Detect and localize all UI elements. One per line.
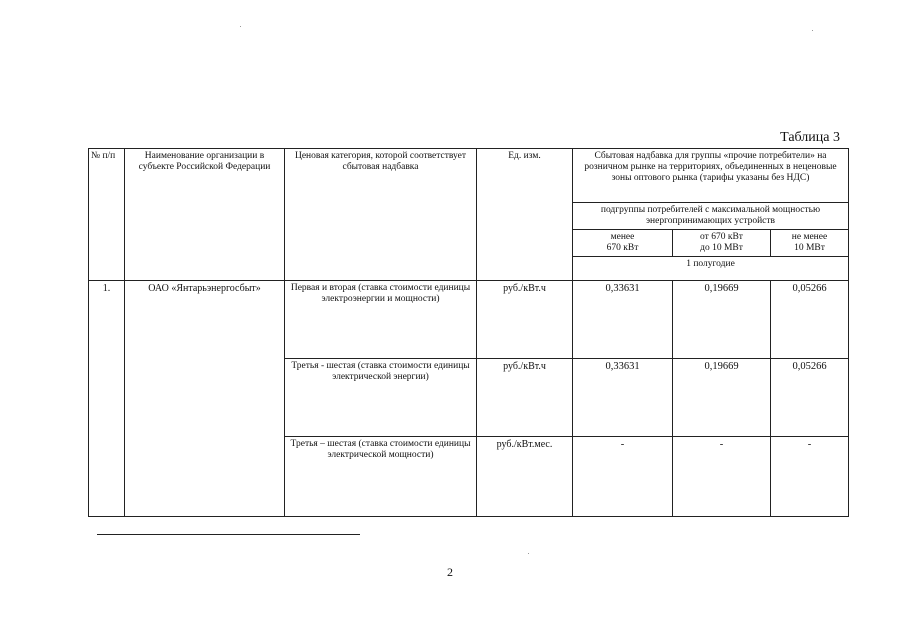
row-value-2-2: 0,19669 xyxy=(673,359,771,437)
table-row xyxy=(89,281,849,359)
header-subgroup-2-line1: от 670 кВт xyxy=(700,232,743,242)
header-period: 1 полугодие xyxy=(573,257,849,281)
row-value-2-3: 0,05266 xyxy=(771,359,849,437)
header-markup-group: Сбытовая надбавка для группы «прочие потребители» на розничном рынке на территориях, объединенных в неценовые зоны оптового рынка (тарифы указаны без НДС) xyxy=(573,149,849,203)
header-unit: Ед. изм. xyxy=(477,149,573,281)
row-value-1-3: 0,05266 xyxy=(771,281,849,359)
row-unit-2: руб./кВт.ч xyxy=(477,359,573,437)
header-num: № п/п xyxy=(89,149,125,281)
scan-speck xyxy=(528,553,529,554)
row-num: 1. xyxy=(89,281,125,517)
row-value-3-1: - xyxy=(573,437,673,517)
header-org: Наименование организации в субъекте Российской Федерации xyxy=(125,149,285,281)
row-category-2: Третья - шестая (ставка стоимости единицы электрической энергии) xyxy=(285,359,477,437)
header-subgroup-1-line1: менее xyxy=(610,232,635,242)
row-value-1-1: 0,33631 xyxy=(573,281,673,359)
row-category-3: Третья – шестая (ставка стоимости единицы электрической мощности) xyxy=(285,437,477,517)
row-unit-1: руб./кВт.ч xyxy=(477,281,573,359)
row-value-2-1: 0,33631 xyxy=(573,359,673,437)
header-subgroup-3-line1: не менее xyxy=(791,232,828,242)
footnote-rule xyxy=(97,534,360,535)
header-subgroup-3-line2: 10 МВт xyxy=(794,243,825,253)
header-subgroup-2 xyxy=(673,230,771,257)
page-number: 2 xyxy=(447,565,453,579)
header-subgroup-2-line2: до 10 МВт xyxy=(700,243,743,253)
row-value-3-2: - xyxy=(673,437,771,517)
row-value-1-2: 0,19669 xyxy=(673,281,771,359)
row-unit-3: руб./кВт.мес. xyxy=(477,437,573,517)
scan-speck xyxy=(812,30,813,31)
row-org: ОАО «Янтарьэнергосбыт» xyxy=(125,281,285,517)
table-label: Таблица 3 xyxy=(780,130,840,145)
header-subgroups: подгруппы потребителей с максимальной мощностью энергопринимающих устройств xyxy=(573,203,849,230)
row-category-1: Первая и вторая (ставка стоимости единицы электроэнергии и мощности) xyxy=(285,281,477,359)
tariff-table xyxy=(88,148,849,517)
row-value-3-3: - xyxy=(771,437,849,517)
header-category: Ценовая категория, которой соответствует сбытовая надбавка xyxy=(285,149,477,281)
header-subgroup-3 xyxy=(771,230,849,257)
scan-speck xyxy=(240,26,241,27)
header-subgroup-1-line2: 670 кВт xyxy=(606,243,639,253)
header-subgroup-1 xyxy=(573,230,673,257)
